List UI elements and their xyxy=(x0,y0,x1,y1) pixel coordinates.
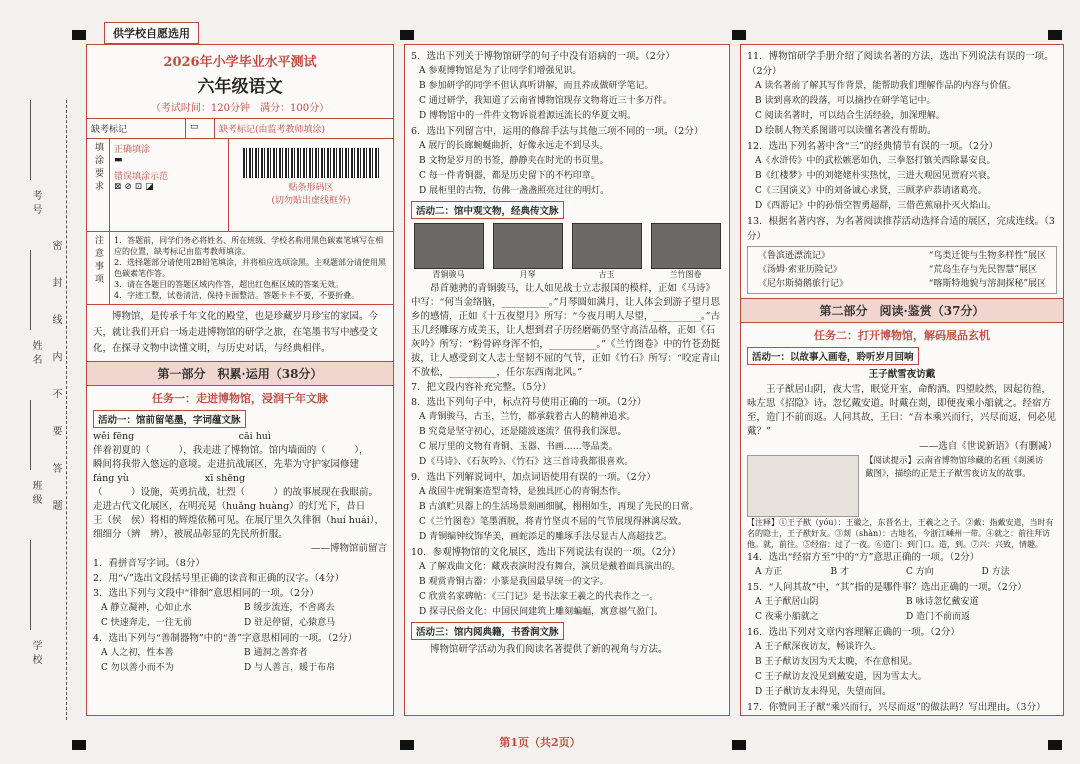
exam-title: 2026年小学毕业水平测试 xyxy=(163,55,317,70)
notice-row xyxy=(87,232,393,305)
class-label: 班级 xyxy=(30,480,41,508)
barcode-note: (切勿贴出虚线框外) xyxy=(271,196,351,206)
option[interactable]: D 绘制人物关系图谱可以读懂名著没有帮助。 xyxy=(755,126,937,136)
option[interactable]: D 与人善言，暖于布帛 xyxy=(244,663,336,673)
activity2-text: 昂首驰骋的青铜骏马，让人如见战士立志报国的模样，正如《马诗》中写：“何当金络脑，__________。”月琴圆如满月，让人体会到游子望月思乡的感情，正如《十五夜望月》所写：“今夜月明人尽望，__________。”古玉几经雕琢方成美玉，让人想到君子历经磨砺仍坚守高洁品格，正如《石灰吟》所写：“粉骨碎身浑不怕，__________。”《兰竹图卷》中的竹苍劲挺拔，让人感受到文人志士坚韧不屈的气节，正如《竹石》所写：“咬定青山不放松，__________，任尔东西南北风。” xyxy=(411,283,720,378)
book-item[interactable]: 《鲁滨逊漂流记》 xyxy=(758,251,831,261)
notice-item: 2．选择题部分请使用2B铅笔填涂，并将相应选项涂黑。主观题部分请使用黑色碳素笔作答。 xyxy=(114,258,387,278)
activity3-text: 博物馆研学活动为我们阅读名著提供了新的视角与方法。 xyxy=(430,644,668,655)
question-17: 17．你赞同王子猷“乘兴而行，兴尽而返”的做法吗？写出理由。（3分） xyxy=(747,702,1046,713)
option[interactable]: A 人之初，性本善 xyxy=(101,648,174,658)
class-line xyxy=(30,400,31,470)
option[interactable]: B 咏诗忽忆戴安道 xyxy=(906,597,979,607)
activity3-label: 活动三：馆内阅典籍，书香润文脉 xyxy=(411,622,564,640)
wrong-fill-icon: ⊠ ⊘ ⊡ ◪ xyxy=(114,182,154,192)
registration-mark xyxy=(732,30,746,40)
question-13: 13．根据名著内容，为名著阅读推荐活动选择合适的展区，完成连线。（3分） xyxy=(747,216,1055,242)
name-label: 姓名 xyxy=(30,340,41,368)
task1-title: 任务一：走进博物馆，浸润千年文脉 xyxy=(152,392,328,405)
option[interactable]: B 读到喜欢的段落，可以摘抄在研学笔记中。 xyxy=(755,96,936,106)
artifact-yueqin xyxy=(493,223,563,280)
absent-row xyxy=(87,119,393,139)
passage-line: fáng yù xī shēng xyxy=(93,473,246,484)
artifact-scroll xyxy=(651,223,721,280)
option[interactable]: C 方向 xyxy=(906,567,934,577)
column-3 xyxy=(740,44,1064,716)
option[interactable]: A 王子猷居山阴 xyxy=(755,597,819,607)
story-title: 王子猷雪夜访戴 xyxy=(868,369,936,380)
exam-meta xyxy=(87,99,393,114)
bronze-horse-image xyxy=(414,223,484,269)
passage-line: 走进古代文化展区，在明亮晃（huǎng huàng）的灯光下，昔日 xyxy=(93,501,366,512)
school-line xyxy=(30,540,31,630)
part2-title: 第二部分 阅读·鉴赏（37分） xyxy=(741,298,1063,323)
question-3-options xyxy=(87,616,393,631)
hall-item[interactable]: “喀斯特地貌与溶洞探秘”展区 xyxy=(928,279,1046,289)
option[interactable]: B 王子猷访友因为天太晚，不在意相见。 xyxy=(755,657,918,667)
scroll-image xyxy=(651,223,721,269)
artifact-images xyxy=(405,221,729,282)
subject-title: 六年级语文 xyxy=(197,77,283,97)
painting-image xyxy=(747,455,859,517)
seal-dash-line xyxy=(66,100,67,720)
optional-use-label: 供学校自愿选用 xyxy=(104,22,199,44)
hall-item[interactable]: “荒岛生存与先民智慧”展区 xyxy=(928,265,1037,275)
correct-fill-label: 正确填涂 xyxy=(114,145,151,155)
passage xyxy=(87,430,393,556)
question-15-options xyxy=(741,595,1063,610)
option[interactable]: A 读名著前了解其写作背景，能帮助我们理解作品的内容与价值。 xyxy=(755,81,1017,91)
registration-mark xyxy=(1048,30,1062,40)
option[interactable]: C 快速奔走，一往无前 xyxy=(101,618,192,628)
question-14-options xyxy=(741,565,1063,580)
option[interactable]: A 参观博物馆是为了让同学们增强见识。 xyxy=(419,66,582,76)
option[interactable]: C 展厅里的文物有青铜、玉器、书画……等品类。 xyxy=(419,442,618,452)
question-8: 8．选出下列句子中，标点符号使用正确的一项。（2分） xyxy=(411,397,647,408)
option[interactable]: D《马诗》、《石灰吟》、《竹石》这三首诗我都很喜欢。 xyxy=(419,457,634,467)
registration-mark xyxy=(400,30,414,40)
story-text: 王子猷居山阴，夜大雪，眠觉开室，命酌酒。四望皎然，因起彷徨，咏左思《招隐》诗。忽忆戴安道。时戴在剡，即便夜乘小船就之。经宿方至，造门不前而返。人问其故，王曰：“吾本乘兴而行，兴尽而返，何必见戴？” xyxy=(747,384,1056,437)
notice-item: 4．字迹工整，试卷清洁，保持卡面整洁。答题卡卡不要，不要折叠。 xyxy=(114,291,360,300)
option[interactable]: C 通过研学，我知道了云南省博物馆现存文物将近三十多万件。 xyxy=(419,96,672,106)
annotations: 【注释】①王子猷（yóu）：王徽之，东晋名士，王羲之之子。②戴：指戴安道，当时有名的隐士，王子猷好友。③剡（shàn）：古地名，今浙江嵊州一带。④就之：前往拜访他。就，前往。⑤经宿：过了一夜。⑥造门：到门口。造，到。⑦兴：兴致，情趣。 xyxy=(747,518,1054,549)
option[interactable]: D 青铜编钟纹饰华美，画蛇添足的雕琢手法尽显古人高超技艺。 xyxy=(419,532,673,542)
artifact-bronze-horse xyxy=(414,223,484,280)
absent-mark-label: 缺考标记 xyxy=(87,119,186,138)
question-12: 12．选出下列名著中含“三”的经典情节有误的一项。（2分） xyxy=(747,141,999,152)
fill-label: 填涂要求 xyxy=(87,139,110,231)
passage-line: wěi fēng cāi huì xyxy=(93,431,271,442)
correct-fill-icon: ▬ xyxy=(114,155,123,165)
matching-box xyxy=(747,246,1057,294)
question-1: 1．看拼音写字词。（8分） xyxy=(93,558,205,569)
option[interactable]: B 古滇贮贝器上的生活场景刻画细腻，栩栩如生，再现了先民的日常。 xyxy=(419,502,699,512)
exam-no-line xyxy=(30,100,31,180)
wrong-fill-label: 错误填涂示范 xyxy=(114,172,169,182)
option[interactable]: B 观赏青铜古器：小篆是我国最早统一的文字。 xyxy=(419,577,609,587)
question-16: 16．选出下列对文章内容理解正确的一项。（2分） xyxy=(747,627,960,638)
school-label: 学校 xyxy=(30,640,41,668)
intro-paragraph: 博物馆，是传承千年文化的殿堂，也是珍藏岁月珍宝的家园。今天，就让我们开启一场走进博物馆的研学之旅，在笔墨书写中感受文化，在探寻文物中读懂文明，与历史对话，与经典相伴。 xyxy=(93,311,379,354)
question-15: 15．“人问其故”中，“其”指的是哪件事？选出正确的一项。（2分） xyxy=(747,582,1027,593)
matching-right xyxy=(929,249,1046,291)
fill-row xyxy=(87,139,393,232)
option[interactable]: C《兰竹图卷》笔墨洒脱，将青竹坚贞不屈的气节展现得淋漓尽致。 xyxy=(419,517,687,527)
option[interactable]: D《西游记》中的孙悟空智勇超群，三借芭蕉扇扑灭火焰山。 xyxy=(755,201,997,211)
option[interactable]: C 夜乘小船就之 xyxy=(755,612,819,622)
option[interactable]: B《红楼梦》中的刘姥姥朴实热忱，三进大观园见贾府兴衰。 xyxy=(755,171,996,181)
option[interactable]: D 造门不前而返 xyxy=(906,612,971,622)
fill-examples xyxy=(110,139,229,231)
question-4-options xyxy=(87,646,393,661)
option[interactable]: B 才 xyxy=(830,567,849,577)
column-1 xyxy=(86,44,394,716)
option[interactable]: D 驻足停留，心猿意马 xyxy=(244,618,336,628)
exam-no-label: 考号 xyxy=(30,190,41,218)
option[interactable]: C 欣赏名家碑帖：《三门记》是书法家王羲之的代表作之一。 xyxy=(419,592,659,602)
binding-strip xyxy=(0,40,82,720)
passage-line: 伴着初夏的（ ），我走进了博物馆。馆内墙面的（ ）， xyxy=(93,445,369,456)
question-9: 9．选出下列解说词中，加点词语使用有误的一项。（2分） xyxy=(411,472,656,483)
info-box xyxy=(87,118,393,305)
question-2: 2．用“√”选出文段括号里正确的读音和正确的汉字。（4分） xyxy=(93,573,345,584)
passage-line: 细细分（辨 辨），被展品彰显的先民所折服。 xyxy=(93,529,288,540)
question-7: 7．把文段内容补充完整。（5分） xyxy=(411,382,552,393)
story-source: ——选自《世说新语》（有删减） xyxy=(919,441,1057,452)
column-2 xyxy=(404,44,730,716)
option[interactable]: B 缓步流连，不舍离去 xyxy=(244,603,335,613)
name-line xyxy=(30,250,31,330)
passage-line: 瞬间将我带入悠远的意境。走进抗战展区，先辈为守护家园修建 xyxy=(93,459,360,470)
question-15-options xyxy=(741,610,1063,625)
option[interactable]: A 展厅的长廊蜿蜒曲折，好像永远走不到尽头。 xyxy=(419,141,609,151)
absent-checkbox[interactable]: ▭ xyxy=(186,119,215,138)
exam-score: 满分：100分） xyxy=(260,103,330,114)
yueqin-image xyxy=(493,223,563,269)
barcode-label: 贴条形码区 xyxy=(288,183,334,193)
question-3: 3．选出下列与文段中“徘徊”意思相同的一项。（2分） xyxy=(93,588,320,599)
part1-title: 第一部分 积累·运用（38分） xyxy=(87,361,393,386)
artifact-caption: 月琴 xyxy=(519,270,536,279)
question-4-options xyxy=(87,661,393,676)
task2-title: 任务二：打开博物馆，解码展品玄机 xyxy=(814,329,990,342)
absent-note: 缺考标记(由监考教师填涂) xyxy=(219,125,326,135)
notice-item: 1．答题前，同学们务必将姓名、所在班级、学校名称用黑色碳素笔填写在相应的位置，缺考标记由监考教师填涂。 xyxy=(114,236,384,256)
option[interactable]: C 王子猷访友没见到戴安道，因为雪太大。 xyxy=(755,672,927,682)
picture-note: 【阅读提示】云南省博物馆珍藏的名画《剡溪访戴图》，描绘的正是王子猷雪夜访友的故事。 xyxy=(865,456,1044,479)
question-3-options xyxy=(87,601,393,616)
notice-item: 3．请在各题目的答题区域内作答，超出红色框区域的答案无效。 xyxy=(114,280,344,289)
passage-source: ——博物馆前留言 xyxy=(310,543,387,554)
option[interactable]: C 每一件青铜器，都是历史留下的不朽印章。 xyxy=(419,171,600,181)
option[interactable]: D 博物馆中的一件件文物诉说着源远流长的华夏文明。 xyxy=(419,111,637,121)
artifact-caption: 兰竹图卷 xyxy=(669,270,702,279)
option[interactable]: C 阅读名著时，可以结合生活经验，加深理解。 xyxy=(755,111,945,121)
option[interactable]: A 方正 xyxy=(755,567,783,577)
passage-line: 王（侯 侯）将相的辉煌依稀可见。在展厅里久久徘徊（huí huái）， xyxy=(93,515,384,526)
activity1-label: 活动一：以故事入画卷，聆听岁月回响 xyxy=(747,347,919,365)
hall-item[interactable]: “鸟类迁徙与生物多样性”展区 xyxy=(928,251,1046,261)
option[interactable]: B 通洞之善弈者 xyxy=(244,648,308,658)
activity1-label: 活动一：馆前留笔墨，字词蕴文脉 xyxy=(93,410,246,428)
option[interactable]: D 展柜里的古物，仿佛一盏盏照亮过往的明灯。 xyxy=(419,186,610,196)
seal-text: 密 封 线 内 不 要 答 题 xyxy=(50,240,61,523)
activity2-label: 活动二：馆中观文物，经典传文脉 xyxy=(411,201,564,219)
barcode-area[interactable] xyxy=(229,139,393,231)
artifact-jade xyxy=(572,223,642,280)
exam-time: （考试时间：120分钟 xyxy=(150,103,250,114)
book-item[interactable]: 《汤姆·索亚历险记》 xyxy=(758,265,842,275)
option[interactable]: A《水浒传》中的武松嫉恶如仇，三拳怒打镇关西除暴安良。 xyxy=(755,156,996,166)
barcode-icon xyxy=(243,148,379,178)
option[interactable]: D 方法 xyxy=(981,567,1010,577)
jade-image xyxy=(572,223,642,269)
notice-list xyxy=(110,232,393,304)
book-item[interactable]: 《尼尔斯骑鹅旅行记》 xyxy=(758,279,849,289)
question-14: 14．选出“经宿方至”中的“方”意思正确的一项。（2分） xyxy=(747,552,980,563)
picture-row xyxy=(741,455,1063,517)
registration-mark xyxy=(72,30,86,40)
option[interactable]: C《三国演义》中的刘备诚心求贤，三顾茅庐恭请诸葛亮。 xyxy=(755,186,987,196)
notice-label: 注意事项 xyxy=(87,232,110,304)
question-6: 6．选出下列留言中，运用的修辞手法与其他三项不同的一项。（2分） xyxy=(411,126,704,137)
option[interactable]: A 静立凝神，心如止水 xyxy=(101,603,192,613)
artifact-caption: 古玉 xyxy=(598,270,615,279)
question-11: 11．博物馆研学手册介绍了阅读名著的方法，选出下列说法有误的一项。（2分） xyxy=(747,51,1054,77)
option[interactable]: B 究竟是坚守初心，还是随波逐流？值得我们深思。 xyxy=(419,427,627,437)
question-4: 4．选出下列与“善制器物”中的“善”字意思相同的一项。（2分） xyxy=(93,633,358,644)
option[interactable]: C 勿以善小而不为 xyxy=(101,663,174,673)
artifact-caption: 青铜骏马 xyxy=(432,270,465,279)
option[interactable]: B 参加研学的同学不但认真听讲解，而且养成做研学笔记。 xyxy=(419,81,654,91)
passage-line: （ ）设施，英勇抗战，壮烈（ ）的故事展现在我眼前。 xyxy=(93,487,379,498)
matching-left xyxy=(758,249,848,291)
question-5: 5．选出下列关于博物馆研学的句子中没有语病的一项。（2分） xyxy=(411,51,675,62)
question-10: 10．参观博物馆的文化展区，选出下列说法有误的一项。（2分） xyxy=(411,547,681,558)
option[interactable]: A 了解戏曲文化：藏戏表演时没有舞台，演员是戴着面具演出的。 xyxy=(419,562,681,572)
page-footer: 第1页（共2页） xyxy=(499,736,581,749)
option[interactable]: D 王子猷访友未得见，失望而回。 xyxy=(755,687,892,697)
option[interactable]: B 文物是岁月的书签，静静夹在时光的书页里。 xyxy=(419,156,609,166)
option[interactable]: D 探寻民俗文化：中国民间建筑上雕刻蝙蝠，寓意福气盈门。 xyxy=(419,607,664,617)
option[interactable]: A 青铜骏马，古玉，兰竹，都承载着古人的精神追求。 xyxy=(419,412,636,422)
option[interactable]: A 战国牛虎铜案造型奇特，是独具匠心的青铜杰作。 xyxy=(419,487,627,497)
option[interactable]: A 王子猷深夜访友，畅谈许久。 xyxy=(755,642,882,652)
